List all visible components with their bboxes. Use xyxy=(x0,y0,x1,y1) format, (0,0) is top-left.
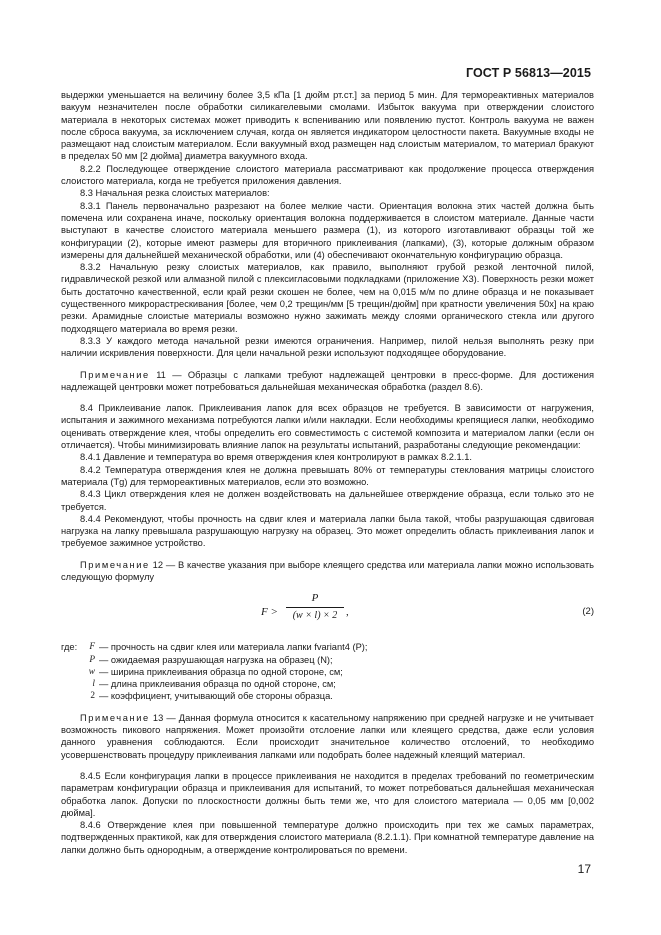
paragraph-8-4-2: 8.4.2 Температура отверждения клея не должна превышать 80% от температуры стеклования матрицы слоистого материала (Tg) для термореактивных материалов, если это возможно. xyxy=(61,464,594,487)
where-item xyxy=(61,666,594,678)
formula-number: (2) xyxy=(582,606,594,618)
formula-lhs: F > xyxy=(261,606,278,619)
paragraph-8-3-3: 8.3.3 У каждого метода начальной резки имеются ограничения. Например, пилой нельзя выполнять резку при наличии искривления поверхности. Для цели начальной резки используют подходящее оборудование. xyxy=(61,335,594,359)
formula-comma: , xyxy=(346,606,349,619)
paragraph-8-4: 8.4 Приклеивание лапок. Приклеивания лапок для всех образцов не требуется. В зависимости от нагружения, испытания и зажимного механизма потребуются лапки и/или накладки. Если необходимы крепящиеся лапки, необходимо оценивать отверждение клея, чтобы определить его совместимость с системой композита и материалом лапки (если он отличается). Чтобы минимизировать влияние лапок на результаты испытаний, разработаны следующие рекомендации: xyxy=(61,403,594,451)
paragraph-8-4-6: 8.4.6 Отверждение клея при повышенной температуре должно происходить при тех же самых параметрах, подтвержденных практикой, как для отверждения слоистого материала (8.2.1.1). При комнатной температуре давление на лапки должно быть однородным, а отверждение контролироваться по времени. xyxy=(61,820,594,855)
where-text: — прочность на сдвиг клея или материала лапки fvariant4 (Р); xyxy=(99,642,368,653)
paragraph-8-4-3: 8.4.3 Цикл отверждения клея не должен воздействовать на дальнейшее отверждение образца, если только это не требуется. xyxy=(61,489,594,512)
formula-2 xyxy=(61,589,594,635)
note-12 xyxy=(61,559,594,584)
note-text: 11 — Образцы с лапками требуют надлежащей центровки в пресс-форме. Для достижения надлежащей центровки может потребоваться дальнейшая механическая обработка (раздел 8.6). xyxy=(61,369,594,392)
note-label: Примечание xyxy=(80,712,150,723)
paragraph-8-3-1: 8.3.1 Панель первоначально разрезают на более мелкие части. Ориентация волокна этих частей должна быть помечена или сохранена иначе, поскольку ориентация волокна поддерживается в слоистом материале. Данные части выступают в качестве слоистого материала меньшего размера (1), из которого изготавливают образцы той же конфигурации (2), которые имеют размеры для вторичного приклеивания (лапками), (3), которые должным образом измерены для дальнейшей механической обработки, или (4) обеспечивают окончательную конфигурацию образца. xyxy=(61,200,594,260)
paragraph-8-2-2: 8.2.2 Последующее отверждение слоистого материала рассматривают как продолжение процесса отверждения слоистого материала, когда не требуется приложения давления. xyxy=(61,163,594,187)
note-text: 12 — В качестве указания при выборе клеящего средства или материала лапки можно использовать следующую формулу xyxy=(61,559,594,582)
paragraph-8-4-4: 8.4.4 Рекомендуют, чтобы прочность на сдвиг клея и материала лапки была такой, чтобы разрушающая сдвиговая нагрузка на лапку превышала разрушающую нагрузку на образец. Это может определить область приклеивания лапок и требуемое зажимное устройство. xyxy=(61,513,594,549)
formula-numerator: P xyxy=(286,592,344,607)
where-item xyxy=(61,678,594,690)
where-text: — ожидаемая разрушающая нагрузка на образец (N); xyxy=(99,654,333,665)
note-13 xyxy=(61,712,594,761)
where-symbol: w xyxy=(88,666,95,677)
where-symbol: P xyxy=(89,654,95,665)
where-symbol: F xyxy=(89,642,95,653)
formula-fraction xyxy=(286,592,344,622)
where-label: где: xyxy=(61,642,78,653)
paragraph-vacuum-continuation: выдержки уменьшается на величину более 3,5 кПа [1 дюйм рт.ст.] за период 5 мин. Для термореактивных материалов вакуум незначителен после обработки силикагелевыми смолами. Избыток вакуума при отверждении слоистого материала в некоторых системах может приводить к вспениванию или появлению пустот. Контроль вакуума не важен после сброса вакуума, за исключением случая, когда он является индикатором целостности пакета. Вакуумные входы не размещают над слоистым материалом. Если вакуумный вход размещен над слоистым материалом, то материал бракуют в пределах 50 мм [2 дюйма] диаметра вакуумного входа. xyxy=(61,90,594,162)
where-text: — длина приклеивания образца по одной стороне, см; xyxy=(99,679,336,690)
where-item xyxy=(61,654,594,666)
paragraph-8-3-2: 8.3.2 Начальную резку слоистых материалов, как правило, выполняют грубой резкой ленточной пилой, гидравлической резкой или алмазной пилой с плексигласовыми подкладками (приложение Х3). Поверхность резки может быть достаточно качественной, если край резки скошен не более, чем на 0,015 м/м по длине образца и не показывает существенного микрорастрескивания [более, чем 0,2 трещин/мм [5 трещин/дюйм] при кратности увеличения 50x] на краю резки. Арамидные слоистые материалы возможно нужно зажимать между слоями органического стекла или другого подходящего материала во время резки. xyxy=(61,262,594,334)
where-text: — ширина приклеивания образца по одной стороне, см; xyxy=(99,666,343,677)
note-text: 13 — Данная формула относится к касательному напряжению при средней нагрузке и не учитывает возможность пикового напряжения. Может произойти отслоение лапки или клеящего средства, даже если условия данного уравнения соблюдаются. Если происходит значительное количество отслоений, то необходимо усовершенствовать процедуру приклеивания лапками или подобрать более надежный клеящий материал. xyxy=(61,712,594,760)
document-body xyxy=(61,89,594,856)
paragraph-8-4-5: 8.4.5 Если конфигурация лапки в процессе приклеивания не находится в пределах требований по геометрическим параметрам конфигурации образца и приклеивания для испытаний, то может потребоваться дальнейшая механическая обработка лапок. Допуски по плоскостности должны быть теми же, что для слоистого материала — 0,05 мм [0,002 дюйма]. xyxy=(61,770,594,818)
page-number: 17 xyxy=(577,862,591,876)
where-text: — коэффициент, учитывающий обе стороны образца. xyxy=(99,691,333,702)
where-item xyxy=(61,641,594,653)
note-11 xyxy=(61,369,594,394)
where-list xyxy=(61,641,594,702)
where-item xyxy=(61,690,594,702)
paragraph-8-3: 8.3 Начальная резка слоистых материалов: xyxy=(80,188,270,199)
note-label: Примечание xyxy=(80,559,150,570)
note-label: Примечание xyxy=(80,369,150,380)
paragraph-8-4-1: 8.4.1 Давление и температура во время отверждения клея контролируют в рамках 8.2.1.1. xyxy=(80,452,472,463)
where-symbol: 2 xyxy=(90,691,95,702)
document-id: ГОСТ Р 56813—2015 xyxy=(465,66,591,80)
where-symbol: l xyxy=(92,679,95,690)
formula-denominator: (w × l) × 2 xyxy=(292,609,338,621)
